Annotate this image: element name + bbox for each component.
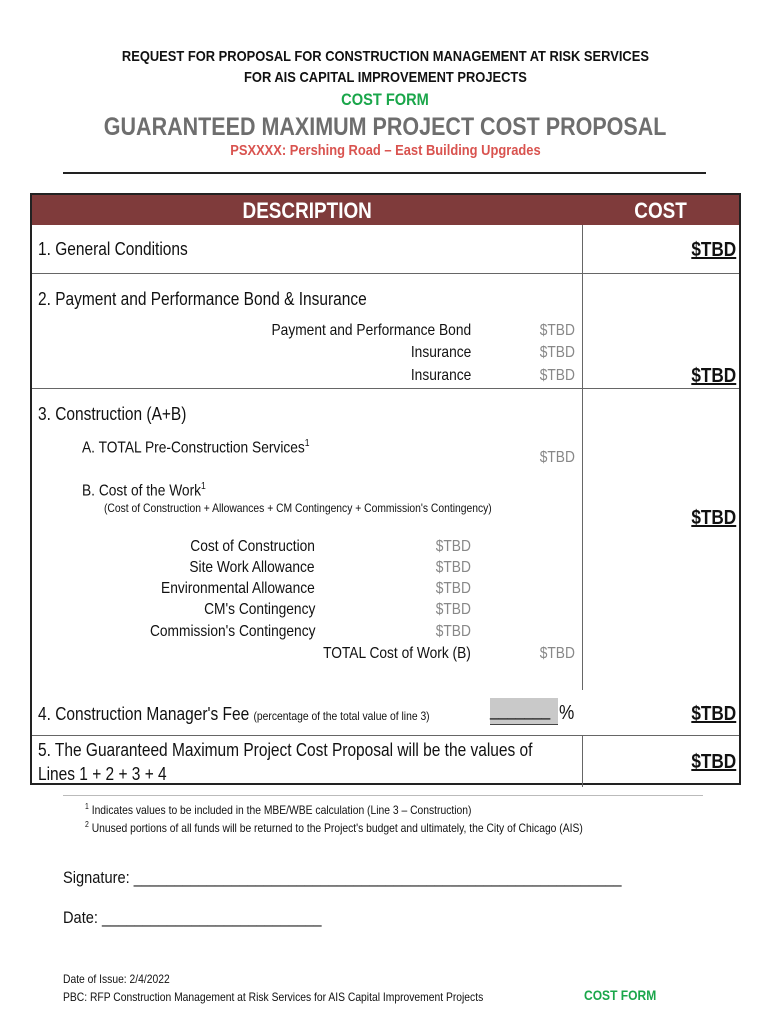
item-label: Cost of Construction [190,538,315,555]
header-line-1: REQUEST FOR PROPOSAL FOR CONSTRUCTION MANAGEMENT AT RISK SERVICES [121,48,649,65]
footer-cost-form: COST FORM [584,987,657,1003]
item-label: Site Work Allowance [189,559,315,576]
footnote-1: $^1$ Indicates values to be included in the MBE/WBE calculation (Line 3 – Construction) [85,802,472,817]
item-label: Insurance [410,367,471,384]
cost-general-conditions: $TBD [691,239,736,261]
divider [32,388,739,389]
item-value: $TBD [435,538,471,555]
cost-construction: $TBD [691,507,736,529]
divider [63,795,703,796]
item-value: $TBD [539,344,575,361]
cost-of-work-note: (Cost of Construction + Allowances + CM Contingency + Commission's Contingency) [104,501,492,515]
row-gmp-line-2: Lines 1 + 2 + 3 + 4 [38,764,167,784]
header-line-2: FOR AIS CAPITAL IMPROVEMENT PROJECTS [243,69,527,86]
cost-of-work-label: B. Cost of the Work$^1$ [82,481,206,500]
divider [582,285,583,388]
cost-gmp: $TBD [691,751,736,773]
item-label: CM's Contingency [203,601,315,618]
signature-line[interactable]: Signature: ____________________________________________________________ [63,868,622,887]
item-value: $TBD [539,367,575,384]
item-label: Environmental Allowance [161,580,315,597]
divider [582,388,583,690]
row-construction: 3. Construction (A+B) [38,404,187,424]
table-header [32,195,739,225]
item-value: $TBD [435,559,471,576]
item-value: $TBD [435,580,471,597]
row-bond-insurance: 2. Payment and Performance Bond & Insurance [38,289,367,309]
page-title: GUARANTEED MAXIMUM PROJECT COST PROPOSAL [103,113,667,141]
column-header-description: DESCRIPTION [242,198,372,223]
row-general-conditions: 1. General Conditions [38,239,188,259]
fee-blank: _______ [490,700,551,720]
preconstruction-label: A. TOTAL Pre-Construction Services$^1$ [82,438,310,457]
item-value: $TBD [435,623,471,640]
total-cost-of-work-label: TOTAL Cost of Work (B) [323,645,471,662]
divider [32,735,739,736]
issue-date: Date of Issue: 2/4/2022 [63,972,170,986]
cost-form-label: COST FORM [341,90,429,109]
column-header-cost: COST [634,198,687,223]
footer-pbc: PBC: RFP Construction Management at Risk Services for AIS Capital Improvement Projects [63,990,484,1004]
project-name: PSXXXX: Pershing Road – East Building Upgrades [229,142,541,159]
item-label: Insurance [410,344,471,361]
item-label: Commission's Contingency [149,623,315,640]
divider [582,225,583,285]
footnote-2: $^2$ Unused portions of all funds will be returned to the Project's budget and ultimately, the City of Chicago (AIS) [85,820,583,835]
row-gmp-line-1: 5. The Guaranteed Maximum Project Cost Proposal will be the values of [38,740,533,760]
item-value: $TBD [435,601,471,618]
item-label: Payment and Performance Bond [271,322,471,339]
cost-table [30,193,741,785]
date-line[interactable]: Date: ___________________________ [63,908,322,927]
cost-cm-fee: $TBD [691,703,736,725]
percent-sign: % [559,702,575,724]
divider [32,273,739,274]
item-value: $TBD [539,322,575,339]
row-cm-fee: 4. Construction Manager's Fee (percentage of the total value of line 3) [38,704,430,724]
cost-bond-insurance: $TBD [691,365,736,387]
divider [63,172,706,174]
total-cost-of-work-value: $TBD [539,645,575,662]
preconstruction-value: $TBD [539,449,575,466]
